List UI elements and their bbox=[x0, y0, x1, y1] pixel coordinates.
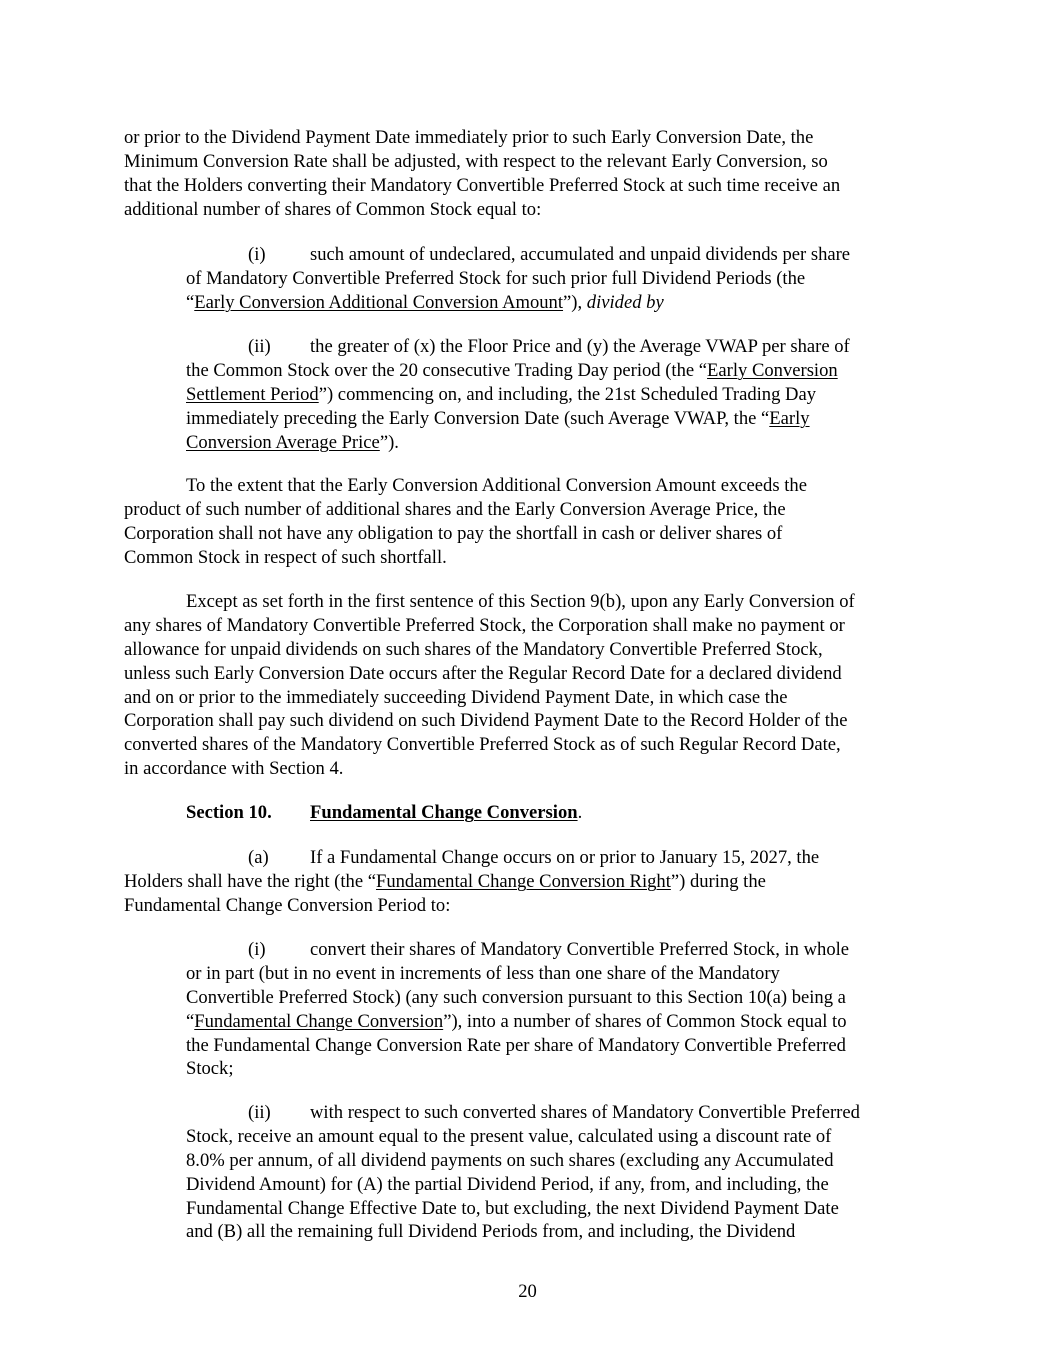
text-line: of Mandatory Convertible Preferred Stock for such prior full Dividend Periods (the bbox=[186, 267, 806, 289]
text-line: unless such Early Conversion Date occurs after the Regular Record Date for a declared dividend bbox=[124, 662, 842, 684]
defined-term: Conversion Average Price bbox=[186, 431, 380, 453]
clause-label: (i) bbox=[248, 244, 266, 265]
clause-i-fundamental-change bbox=[186, 938, 849, 1081]
text-line bbox=[186, 801, 582, 825]
paragraph-continuation bbox=[124, 126, 840, 222]
text-span: If a Fundamental Change occurs on or prior to January 15, 2027, the bbox=[310, 847, 820, 868]
defined-term: Fundamental Change Conversion Right bbox=[375, 870, 671, 892]
text-line: the Fundamental Change Conversion Rate per share of Mandatory Convertible Preferred bbox=[186, 1034, 846, 1056]
text-span: . bbox=[577, 802, 583, 823]
defined-term: Settlement Period bbox=[186, 383, 319, 405]
defined-term: Early Conversion Additional Conversion Amount bbox=[194, 291, 564, 313]
text-line bbox=[186, 407, 850, 431]
text-line bbox=[124, 846, 819, 870]
text-line: or in part (but in no event in increments of less than one share of the Mandatory bbox=[186, 962, 780, 984]
text-line: Convertible Preferred Stock) (any such conversion pursuant to this Section 10(a) being a bbox=[186, 986, 846, 1008]
text-line bbox=[186, 359, 850, 383]
clause-ii-early-conversion bbox=[186, 335, 850, 454]
text-line bbox=[186, 1101, 860, 1125]
text-span: ”), bbox=[563, 291, 587, 313]
text-line: Common Stock in respect of such shortfall. bbox=[124, 546, 447, 568]
text-line: Minimum Conversion Rate shall be adjusted, with respect to the relevant Early Conversion, so bbox=[124, 150, 828, 172]
section-title: Fundamental Change Conversion bbox=[310, 802, 578, 823]
text-line bbox=[186, 291, 850, 315]
clause-a-fundamental-change bbox=[124, 846, 819, 918]
text-line bbox=[186, 335, 850, 359]
text-span: the Common Stock over the 20 consecutive Trading Day period (the “ bbox=[186, 359, 708, 381]
text-line bbox=[186, 431, 850, 455]
text-line: Stock; bbox=[186, 1058, 234, 1080]
paragraph-shortfall bbox=[124, 474, 807, 570]
text-span: “ bbox=[186, 291, 195, 313]
section-heading bbox=[186, 801, 582, 825]
text-span: convert their shares of Mandatory Convertible Preferred Stock, in whole bbox=[310, 939, 850, 960]
text-span: the greater of (x) the Floor Price and (y) the Average VWAP per share of bbox=[310, 336, 850, 357]
text-line bbox=[124, 590, 855, 614]
section-number: Section 10. bbox=[186, 802, 272, 823]
defined-term: Early bbox=[769, 407, 810, 429]
text-span: such amount of undeclared, accumulated and unpaid dividends per share bbox=[310, 244, 851, 265]
text-line bbox=[186, 938, 849, 962]
clause-label: (a) bbox=[248, 847, 269, 868]
text-line: in accordance with Section 4. bbox=[124, 758, 344, 780]
text-line bbox=[124, 474, 807, 498]
clause-label: (ii) bbox=[248, 1102, 271, 1123]
text-line: Dividend Amount) for (A) the partial Dividend Period, if any, from, and including, the bbox=[186, 1173, 829, 1195]
text-line bbox=[186, 1010, 849, 1034]
text-span: with respect to such converted shares of Mandatory Convertible Preferred bbox=[310, 1102, 860, 1123]
text-span: immediately preceding the Early Conversion Date (such Average VWAP, the “ bbox=[186, 407, 770, 429]
text-line: any shares of Mandatory Convertible Preferred Stock, the Corporation shall make no payment or bbox=[124, 614, 845, 636]
text-line: and on or prior to the immediately succeeding Dividend Payment Date, in which case the bbox=[124, 686, 788, 708]
text-line: additional number of shares of Common Stock equal to: bbox=[124, 198, 542, 220]
page-number: 20 bbox=[518, 1281, 537, 1302]
text-span: To the extent that the Early Conversion Additional Conversion Amount exceeds the bbox=[186, 475, 807, 496]
text-span: ”), into a number of shares of Common Stock equal to bbox=[443, 1010, 847, 1032]
italic-text: divided by bbox=[586, 291, 664, 313]
clause-label: (ii) bbox=[248, 336, 271, 357]
text-line: and (B) all the remaining full Dividend Periods from, and including, the Dividend bbox=[186, 1221, 796, 1243]
clause-i-early-conversion bbox=[186, 243, 850, 315]
text-line: Fundamental Change Effective Date to, but excluding, the next Dividend Payment Date bbox=[186, 1197, 839, 1219]
text-line: Corporation shall pay such dividend on such Dividend Payment Date to the Record Holder of the bbox=[124, 710, 848, 732]
text-line bbox=[186, 383, 850, 407]
clause-ii-fundamental-change bbox=[186, 1101, 860, 1244]
text-line: product of such number of additional shares and the Early Conversion Average Price, the bbox=[124, 498, 786, 520]
text-line: allowance for unpaid dividends on such shares of the Mandatory Convertible Preferred Stock, bbox=[124, 638, 823, 660]
text-span: ”) during the bbox=[670, 870, 766, 892]
text-line: Corporation shall not have any obligation to pay the shortfall in cash or deliver shares of bbox=[124, 522, 783, 544]
text-line: that the Holders converting their Mandatory Convertible Preferred Stock at such time receive an bbox=[124, 174, 841, 196]
text-line: or prior to the Dividend Payment Date immediately prior to such Early Conversion Date, the bbox=[124, 127, 814, 148]
text-line bbox=[186, 243, 850, 267]
text-span: Holders shall have the right (the “ bbox=[124, 870, 376, 892]
text-span: ”) commencing on, and including, the 21st Scheduled Trading Day bbox=[318, 383, 817, 405]
defined-term: Early Conversion bbox=[707, 359, 838, 381]
clause-label: (i) bbox=[248, 939, 266, 960]
text-line bbox=[124, 870, 819, 894]
text-span: ”). bbox=[379, 431, 399, 453]
text-line: 8.0% per annum, of all dividend payments on such shares (excluding any Accumulated bbox=[186, 1149, 834, 1171]
paragraph-except bbox=[124, 590, 855, 781]
text-line: Fundamental Change Conversion Period to: bbox=[124, 894, 451, 916]
text-span: Except as set forth in the first sentence of this Section 9(b), upon any Early Conversion of bbox=[186, 591, 855, 612]
defined-term: Fundamental Change Conversion bbox=[194, 1010, 444, 1032]
text-line: Stock, receive an amount equal to the present value, calculated using a discount rate of bbox=[186, 1125, 832, 1147]
text-line: converted shares of the Mandatory Convertible Preferred Stock as of such Regular Record Date, bbox=[124, 734, 841, 756]
text-span: “ bbox=[186, 1010, 195, 1032]
